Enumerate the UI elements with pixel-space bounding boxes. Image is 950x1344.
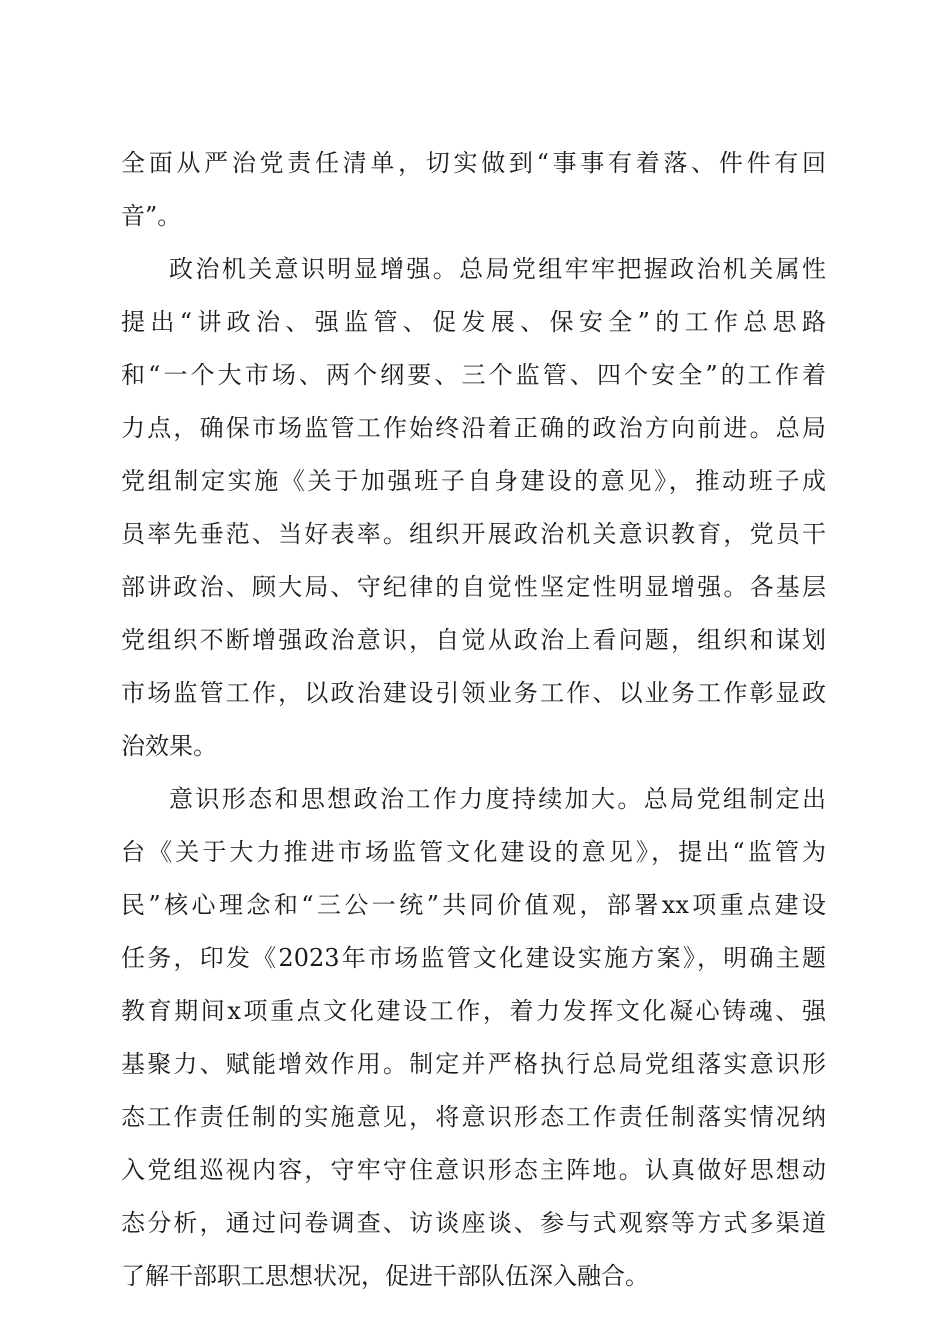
text-line: 基聚力、赋能增效作用。制定并严格执行总局党组落实意识形 bbox=[121, 1050, 826, 1078]
text-line: 力点，确保市场监管工作始终沿着正确的政治方向前进。总局 bbox=[121, 414, 826, 442]
text-line: 党组织不断增强政治意识，自觉从政治上看问题，组织和谋划 bbox=[121, 626, 826, 654]
text-line: 入党组巡视内容，守牢守住意识形态主阵地。认真做好思想动 bbox=[121, 1156, 826, 1184]
text-line: 员率先垂范、当好表率。组织开展政治机关意识教育，党员干 bbox=[121, 520, 826, 548]
text-line: 台《关于大力推进市场监管文化建设的意见》，提出“监管为 bbox=[121, 838, 826, 866]
text-line: 和“一个大市场、两个纲要、三个监管、四个安全”的工作着 bbox=[121, 361, 826, 389]
text-line: 提出“讲政治、强监管、促发展、保安全”的工作总思路 bbox=[121, 308, 826, 336]
text-line: 教育期间x项重点文化建设工作，着力发挥文化凝心铸魂、强 bbox=[121, 997, 826, 1025]
document-body bbox=[121, 137, 826, 1303]
text-line: 治效果。 bbox=[121, 732, 217, 760]
text-line: 态分析，通过问卷调查、访谈座谈、参与式观察等方式多渠道 bbox=[121, 1209, 826, 1237]
text-line: 任务，印发《2023年市场监管文化建设实施方案》，明确主题 bbox=[121, 944, 826, 972]
text-line: 民”核心理念和“三公一统”共同价值观，部署xx项重点建设 bbox=[121, 891, 826, 919]
text-line: 音”。 bbox=[121, 202, 182, 230]
text-line: 党组制定实施《关于加强班子自身建设的意见》，推动班子成 bbox=[121, 467, 826, 495]
paragraph-heading-line: 政治机关意识明显增强。总局党组牢牢把握政治机关属性 bbox=[169, 255, 826, 283]
text-line: 态工作责任制的实施意见，将意识形态工作责任制落实情况纳 bbox=[121, 1103, 826, 1131]
text-line: 了解干部职工思想状况，促进干部队伍深入融合。 bbox=[121, 1262, 649, 1290]
paragraph-heading-line: 意识形态和思想政治工作力度持续加大。总局党组制定出 bbox=[169, 785, 826, 813]
text-line: 全面从严治党责任清单，切实做到“事事有着落、件件有回 bbox=[121, 149, 826, 177]
text-line: 部讲政治、顾大局、守纪律的自觉性坚定性明显增强。各基层 bbox=[121, 573, 826, 601]
text-line: 市场监管工作，以政治建设引领业务工作、以业务工作彰显政 bbox=[121, 679, 826, 707]
